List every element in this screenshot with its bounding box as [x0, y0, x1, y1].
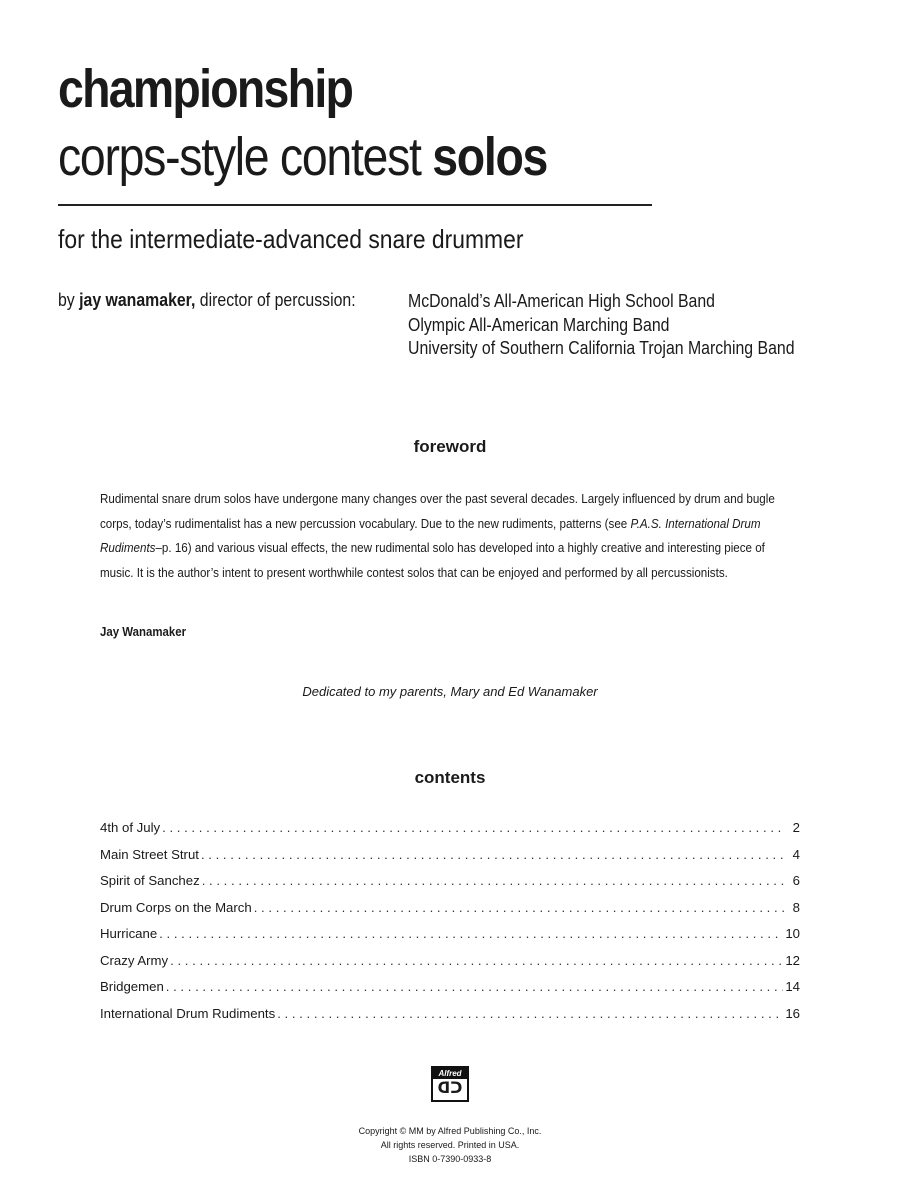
foreword-text-italic: P.A.S. International Drum Rudiments	[100, 515, 761, 555]
toc-page: 4	[792, 846, 800, 862]
copyright-line: All rights reserved. Printed in USA.	[380, 1140, 520, 1150]
foreword-text	[100, 487, 795, 585]
dedication: Dedicated to my parents, Mary and Ed Wanamaker	[302, 684, 598, 699]
toc-page: 6	[792, 873, 800, 888]
isbn-line: ISBN 0-7390-0933-8	[408, 1154, 492, 1164]
copyright-line: Copyright © MM by Alfred Publishing Co., Inc.	[358, 1126, 542, 1136]
toc-entry[interactable]	[100, 979, 800, 1006]
publisher-logo	[431, 1066, 469, 1102]
toc-entry[interactable]	[100, 847, 800, 874]
toc-page: 14	[785, 979, 800, 994]
title-line2-text: corps-style contest	[58, 127, 433, 187]
toc-page: 16	[785, 1005, 800, 1021]
title-line2-bold: solos	[432, 127, 548, 187]
band-item: Olympic All-American Marching Band	[408, 314, 670, 335]
band-item: McDonald’s All-American High School Band	[408, 291, 715, 311]
toc-title: International Drum Rudiments	[100, 1005, 276, 1021]
toc-leader	[201, 847, 784, 862]
page-title-line2	[58, 127, 548, 187]
foreword-text-part1: Rudimental snare drum solos have undergone many changes over the past several decades. Largely influenced by drum and bugle corps, today’s rudimentalist has a new percussion vocabulary. Due to the new rudiments, patterns (see	[100, 491, 775, 531]
band-list	[408, 290, 795, 361]
toc-page: 2	[792, 820, 800, 835]
title-rule	[58, 204, 652, 206]
toc-entry[interactable]	[100, 820, 800, 847]
byline-prefix: by	[58, 290, 80, 310]
toc-page: 12	[785, 952, 800, 968]
toc-leader	[254, 900, 784, 915]
author-name: jay wanamaker,	[79, 290, 196, 310]
toc-title: Drum Corps on the March	[100, 899, 252, 915]
toc-leader	[202, 873, 784, 888]
toc-entry[interactable]	[100, 900, 800, 927]
toc-page: 10	[785, 926, 800, 941]
toc-leader	[277, 1006, 783, 1021]
signature: Jay Wanamaker	[100, 624, 187, 639]
toc-entry[interactable]	[100, 1006, 800, 1033]
toc-leader	[166, 979, 784, 994]
subtitle: for the intermediate-advanced snare drummer	[58, 224, 524, 254]
foreword-text-part2: –p. 16) and various visual effects, the new rudimental solo has developed into a highly creative and interesting piece of music. It is the author’s intent to present worthwhile contest solos that can be enjoyed and performed by all percussionists.	[100, 540, 765, 580]
toc-entry[interactable]	[100, 953, 800, 980]
toc-title: Bridgemen	[100, 979, 164, 994]
page-title: championship	[58, 59, 353, 119]
toc-title: Hurricane	[100, 926, 158, 941]
toc-entry[interactable]	[100, 873, 800, 900]
toc-entry[interactable]	[100, 926, 800, 953]
toc-title: 4th of July	[100, 820, 161, 835]
toc-leader	[159, 926, 783, 941]
band-item: University of Southern California Trojan Marching Band	[408, 338, 795, 358]
foreword-heading: foreword	[413, 437, 487, 456]
toc-page: 8	[792, 899, 800, 915]
toc-title: Spirit of Sanchez	[100, 873, 200, 888]
toc-title: Crazy Army	[100, 952, 169, 968]
logo-icon: ᗡᑐ	[437, 1080, 463, 1097]
toc-title: Main Street Strut	[100, 846, 199, 862]
toc-leader	[162, 820, 784, 835]
logo-wordmark: Alfred	[433, 1068, 467, 1079]
byline	[58, 290, 356, 311]
author-role: director of percussion:	[195, 290, 356, 310]
copyright-block	[0, 1124, 900, 1166]
contents-heading: contents	[414, 768, 486, 787]
table-of-contents	[100, 820, 800, 1032]
toc-leader	[170, 953, 783, 968]
